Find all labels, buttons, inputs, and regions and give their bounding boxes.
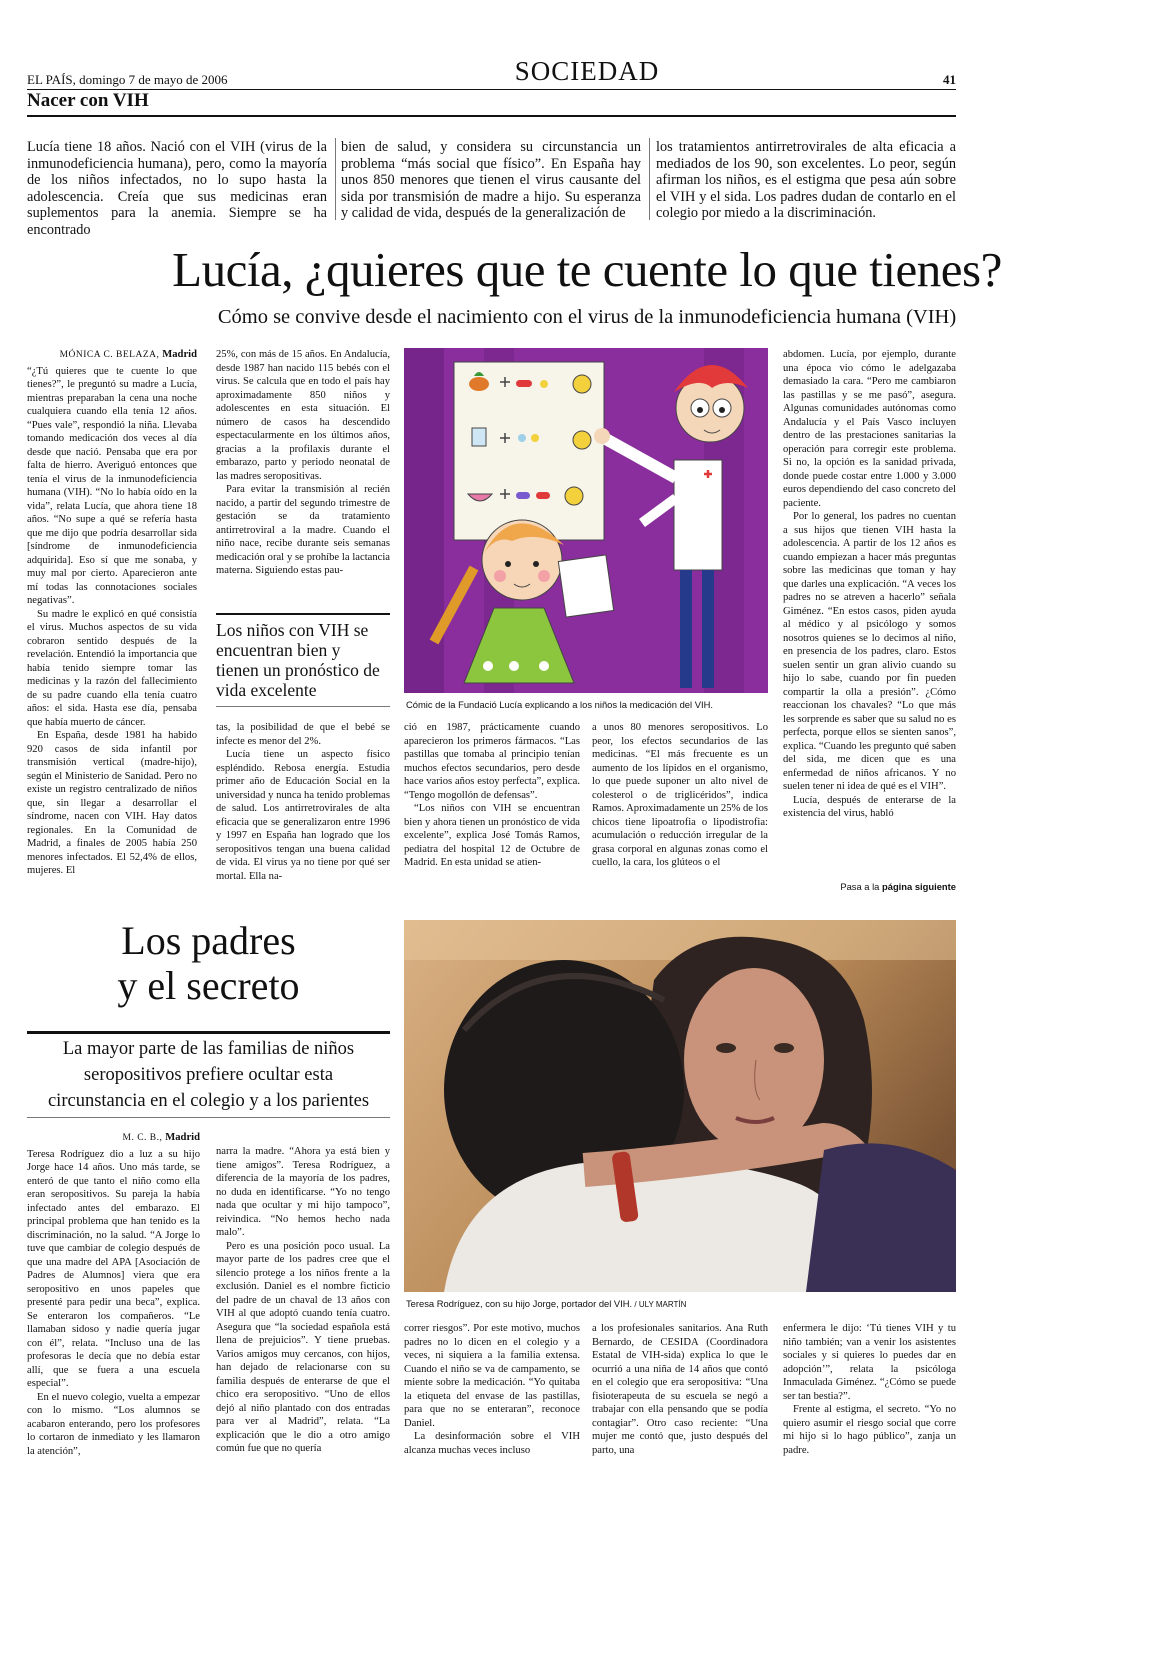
medication-illustration — [404, 348, 768, 693]
article1-paragraph: 25%, con más de 15 años. En Andalucía, desde 1987 han nacido 115 bebés con el virus. Se calcula que en todo el país hay aproximadamente 850 niños y adolescentes en esta situación. El número de casos ha descendido espectacularmente en los últimos años, gracias a la profilaxis durante el embarazo, parto y periodo neonatal de las madres seropositivas. — [216, 349, 390, 482]
article2-paragraph: En el nuevo colegio, vuelta a empezar con lo mismo. “Los alumnos se acabaron enterando, pero los profesores lo cortaron de inmediato y les llamaron la atención”, — [27, 1391, 200, 1457]
hug-photo — [404, 920, 956, 1292]
article2-paragraph: narra la madre. “Ahora ya está bien y tiene amigos”. Teresa Rodríguez, a diferencia de la mayoría de los padres, no duda en identificarse. “Yo no tengo nada que ocultar y mi hijo tampoco”, reivindica. “No hemos hecho nada malo”. — [216, 1146, 390, 1238]
article1-paragraph: Lucía tiene un aspecto físico espléndido. Rebosa energía. Estudia primer año de Educación Social en la universidad y nunca ha tenido problemas de salud. Los antirretrovirales de alta eficacia que se generalizaron entre 1996 y 1997 en España han logrado que los seropositivos tengan una buena calidad de vida. El virus ya no tiene por qué ser mortal. Ella na- — [216, 749, 390, 882]
article2-paragraph: La desinformación sobre el VIH alcanza muchas veces incluso — [404, 1431, 580, 1456]
deck-top-rule — [27, 1031, 390, 1034]
article1-col-5 — [783, 348, 956, 821]
photo-caption: Teresa Rodríguez, con su hijo Jorge, portador del VIH. / ULY MARTÍN — [406, 1298, 687, 1309]
article2-col-5 — [783, 1322, 956, 1457]
main-headline: Lucía, ¿quieres que te cuente lo que tienes? — [172, 242, 1002, 297]
article1-col-4 — [592, 721, 768, 870]
article1-byline: MÓNICA C. BELAZA, Madrid — [59, 349, 197, 360]
article1-paragraph: abdomen. Lucía, por ejemplo, durante una época vio cómo le adelgazaba demasiado la cara. “Pero me cambiaron las pastillas y se me pasó”, asegura. Algunas comunidades autónomas como Andalucía y el País Vasco incluyen dentro de las prestaciones sanitarias la operación para corregir este problema. Si no, la opción es la sanidad privada, donde puede costar entre 1.000 y 3.000 euros dependiendo del caso concreto del paciente. — [783, 349, 956, 509]
article2-paragraph: correr riesgos”. Por este motivo, muchos padres no lo dicen en el colegio y a veces, ni siquiera a la familia extensa. Cuando el niño se va de campamento, se miente sobre la medicación. “Yo quitaba la etiqueta del envase de las pastillas, para que no se enteraran”, reconoce Daniel. — [404, 1323, 580, 1429]
article2-paragraph: a los profesionales sanitarios. Ana Ruth Bernardo, de CESIDA (Coordinadora Estatal de VIH-sida) explica lo que le ocurrió a una niña de 14 años que contó en el colegio que era seropositiva: “Una fisioterapeuta de su escuela se negó a trabajar con ella pensando que se podía contagiar”. Otro caso reciente: “Una mujer me contó que, justo después del parto, una — [592, 1323, 768, 1456]
article1-paragraph: a unos 80 menores seropositivos. Lo peor, los efectos secundarios de las medicinas. “El más frecuente es un aumento de los lípidos en el organismo, lo que puede suponer un alto nivel de colesterol o de triglicéridos”, indica Ramos. Aproximadamente un 25% de los chicos tiene lipoatrofia o lipodistrofia: acumulación o reducción irregular de la grasa corporal en algunas zonas como el cuello, la cara, los glúteos o el — [592, 722, 768, 868]
article1-paragraph: Su madre le explicó en qué consistía el virus. Muchos aspectos de su vida cobraron sentido después de la revelación. Entendió la importancia que había tenido siempre tomar las medicinas y la razón del fallecimiento de su padre cuando ella tenía cuatro años: el sida. Hasta ese día, pensaba que había muerto de cáncer. — [27, 608, 197, 728]
topic-rule — [27, 115, 956, 117]
family-photo — [404, 920, 956, 1292]
deck-line: La mayor parte de las familias de niños — [62, 1039, 355, 1059]
pullquote-top-rule — [216, 613, 390, 615]
pullquote-bottom-rule — [216, 706, 390, 707]
article1-paragraph: tas, la posibilidad de que el bebé se infecte es menor del 2%. — [216, 722, 390, 747]
article2-paragraph: Pero es una posición poco usual. La mayor parte de los padres cree que el silencio protege a los niños frente a la exclusión. Daniel es el nombre ficticio del padre de un chaval de 13 años con VIH al que adoptó cuando tenía cuatro. Asegura que “la sociedad española está llena de prejuicios”. Y tiene pruebas. Varios amigos muy cercanos, con hijos, han dejado de relacionarse con su familia después de enterarse de que el chico era seropositivo. “Uno de ellos dejó al niño plantado con dos entradas para ver al Madrid”, relata. “La explicación que le dio a otro amigo común fue que no quería — [216, 1240, 390, 1454]
article1-col-3 — [404, 721, 580, 870]
page-number: 41 — [943, 72, 956, 87]
article2-paragraph: Frente al estigma, el secreto. “Yo no quiero asumir el riesgo social que corre mi hijo si lo hago público”, zanja un padre. — [783, 1404, 956, 1456]
pullquote: Los niños con VIH se encuentran bien y tienen un pronóstico de vida excelente — [216, 620, 380, 700]
deck-line: circunstancia en el colegio y a los parientes — [47, 1091, 370, 1111]
article1-col-2-lower — [216, 721, 390, 883]
article2-col-1 — [27, 1131, 200, 1458]
secondary-headline-line: Los padres — [121, 918, 296, 963]
article2-col-3 — [404, 1322, 580, 1457]
article1-paragraph: Para evitar la transmisión al recién nacido, a partir del segundo trimestre de gestación se da tratamiento antirretroviral a la madre. Cuando el niño nace, recibe durante seis semanas medicación oral y se prohíbe la lactancia materna. Siguiendo estas pau- — [216, 484, 390, 576]
secondary-deck — [27, 1036, 390, 1114]
article1-col-1 — [27, 348, 197, 878]
intro-col-3: los tratamientos antirretrovirales de alta eficacia a mediados de los 90, son excelentes. Lo peor, según afirman los niños, es el estigma que pesa aún sobre el VIH y el sida. Los padres dudan de contarlo en el colegio por miedo a la discriminación. — [656, 139, 956, 222]
article1-paragraph: “Los niños con VIH se encuentran bien y ahora tienen un pronóstico de vida excelente”, explica José Tomás Ramos, pediatra del hospital 12 de Octubre de Madrid. En esta unidad se atien- — [404, 803, 580, 868]
article2-byline: M. C. B., Madrid — [122, 1132, 200, 1143]
intro-divider-2 — [649, 138, 650, 220]
article1-paragraph: En España, desde 1981 ha habido 920 casos de sida infantil por transmisión vertical (madre-hijo), según el Ministerio de Sanidad. Pero no existe un registro centralizado de niños que, sin llegar a desarrollar el síndrome, nacen con VIH. Hay datos regionales. En la Comunidad de Madrid, a finales de 2005 había 250 menores infectados. El 52,4% de ellos, mujeres. El — [27, 730, 197, 876]
article1-paragraph: “¿Tú quieres que te cuente lo que tienes?”, le preguntó su madre a Lucía, mientras preparaban la cena una noche cualquiera cuando ella tenía 12 años. “Pues vale”, respondió la niña. Llevaba tomando medicación dos veces al día desde que nació. Pensaba que era por falta de hierro. Averiguó entonces que tenía el virus de la inmunodeficiencia humana (VIH). “No lo había oído en la vida”, relata Lucía, que ahora tiene 18 años. “No supe a qué se refería hasta que me dijo que podría desarrollar sida [síndrome de inmunodeficiencia adquirida]. Eso sí que me sonaba, y muy mal por cierto. Aparecieron ante mí todas las connotaciones sociales negativas”. — [27, 365, 197, 606]
article1-paragraph: ció en 1987, prácticamente cuando aparecieron los primeros fármacos. “Las pastillas que tomaba al principio tenían muchos efectos secundarios, pero desde hace varios años estoy perfecta”, explica. “Tengo mogollón de defensas”. — [404, 722, 580, 801]
article2-col-2 — [216, 1145, 390, 1456]
illustration-caption: Cómic de la Fundació Lucía explicando a los niños la medicación del VIH. — [406, 699, 713, 710]
deck-line: seropositivos prefiere ocultar esta — [83, 1065, 334, 1085]
intro-col-1: Lucía tiene 18 años. Nació con el VIH (virus de la inmunodeficiencia humana), pero, como la mayoría de los niños infectados, no lo supo hasta la adolescencia. Creía que sus medicinas eran suplementos para la anemia. Siempre se ha encontrado — [27, 139, 327, 238]
article1-paragraph: Por lo general, los padres no cuentan a sus hijos que tienen VIH hasta la adolescencia. A partir de los 12 años es cuando empiezan a hacer más preguntas sobre las medicinas que toman y hay que darles una explicación. “A veces los padres no se atreven a hacerlo” señala Giménez. “En estos casos, piden ayuda al médico y al psicólogo y somos nosotros quienes se lo decimos al niño, en presencia de los padres, claro. Estos suelen sentir un gran alivio cuando su hijo lo sabe, cuando por fin pueden compartir la olla a presión”. ¿Cómo reaccionan los chavales? “Lo que más les sorprende es saber que su salud no es perfecta, porque ellos se sienten sanos”, explica. “Cuando les pregunto qué saben del sida, me dicen que es una enfermedad de niños africanos. Y no suelen tener ni idea de qué es el VIH”. — [783, 511, 956, 792]
article2-paragraph: Teresa Rodríguez dio a luz a su hijo Jorge hace 14 años. Uno más tarde, se enteró de que tanto el niño como ella eran seropositivos. Su pareja la había infectado antes del embarazo. El principal problema que han tenido es la discriminación, no la salud. “A Jorge lo tuve que cambiar de colegio después de que una madre del APA [Asociación de Padres de Alumnos] viera que era seropositivo en unos papeles que presenté para pedir una beca”, explica. Se enteraron los compañeros. “Le llamaban sidoso y nadie quería jugar con él”, relata. “Incluso una de las profesoras le decía que no debía estar allí, que se fuera a una escuela especial”. — [27, 1148, 200, 1389]
section-title: SOCIEDAD — [514, 56, 660, 86]
secondary-headline — [27, 918, 390, 1008]
intro-col-2: bien de salud, y considera su circunstancia un problema “más social que físico”. En España hay unos 850 menores que tienen el virus causante del sida por transmisión de madre a hijo. Su esperanza y calidad de vida, después de la generalización de — [341, 139, 641, 222]
topic-label: Nacer con VIH — [27, 90, 149, 111]
date-line: EL PAÍS, domingo 7 de mayo de 2006 — [27, 72, 228, 87]
intro-divider-1 — [335, 138, 336, 220]
article2-col-4 — [592, 1322, 768, 1457]
article1-paragraph: Lucía, después de enterarse de la existencia del virus, habló — [783, 794, 956, 819]
deck-bottom-rule — [27, 1117, 390, 1118]
main-subheadline: Cómo se convive desde el nacimiento con el virus de la inmunodeficiencia humana (VIH) — [217, 306, 957, 328]
article1-col-2 — [216, 348, 390, 578]
header-rule — [27, 89, 956, 90]
continued-note: Pasa a la página siguiente — [840, 881, 956, 892]
article2-paragraph: enfermera le dijo: ‘Tú tienes VIH y tu niño también; van a venir los asistentes sociales y si quieres lo puedes dar en adopción’”, relata la psicóloga Inmaculada Giménez. “¿Cómo se puede ser tan bestia?”. — [783, 1323, 956, 1402]
comic-drawing — [404, 348, 768, 693]
secondary-headline-line: y el secreto — [117, 963, 300, 1008]
